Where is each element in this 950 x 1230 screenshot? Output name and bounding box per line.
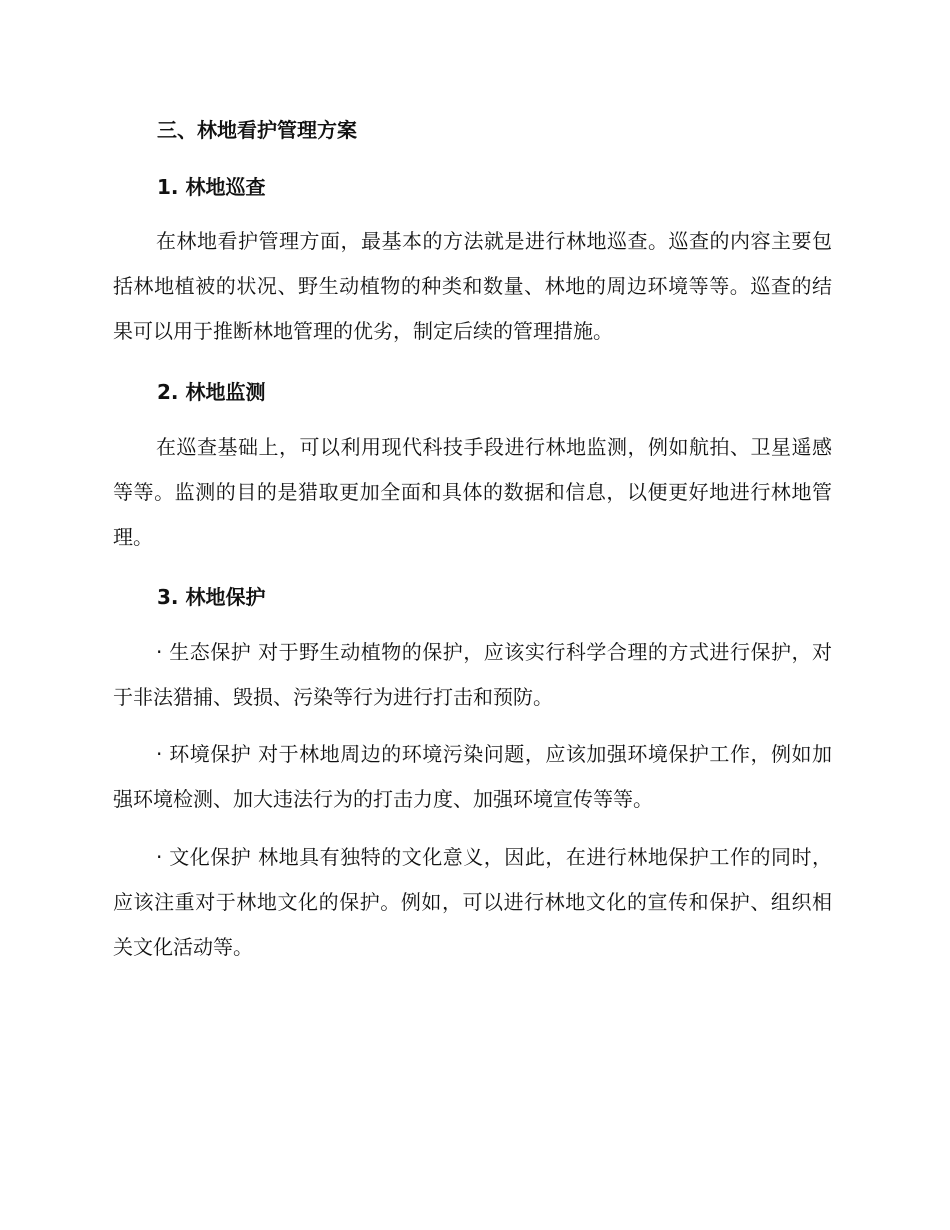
section-title: 三、林地看护管理方案 (157, 118, 357, 142)
subsection-heading-monitoring: 2. 林地监测 (157, 380, 266, 404)
bullet-cultural-protection: · 文化保护 林地具有独特的文化意义，因此，在进行林地保护工作的同时，应该注重对于林地文化的保护。例如，可以进行林地文化的宣传和保护、组织相关文化活动等。 (113, 845, 832, 959)
bullet-ecological-protection: · 生态保护 对于野生动植物的保护，应该实行科学合理的方式进行保护，对于非法猎捕、毁损、污染等行为进行打击和预防。 (113, 640, 832, 709)
subsection-heading-protection: 3. 林地保护 (157, 585, 266, 609)
paragraph-monitoring: 在巡查基础上，可以利用现代科技手段进行林地监测，例如航拍、卫星遥感等等。监测的目的是猎取更加全面和具体的数据和信息，以便更好地进行林地管理。 (113, 435, 832, 549)
paragraph-patrol: 在林地看护管理方面，最基本的方法就是进行林地巡查。巡查的内容主要包括林地植被的状况、野生动植物的种类和数量、林地的周边环境等等。巡查的结果可以用于推断林地管理的优劣，制定后续的管理措施。 (113, 229, 832, 343)
bullet-environmental-protection: · 环境保护 对于林地周边的环境污染问题，应该加强环境保护工作，例如加强环境检测、加大违法行为的打击力度、加强环境宣传等等。 (113, 742, 832, 811)
subsection-heading-patrol: 1. 林地巡查 (157, 175, 266, 199)
